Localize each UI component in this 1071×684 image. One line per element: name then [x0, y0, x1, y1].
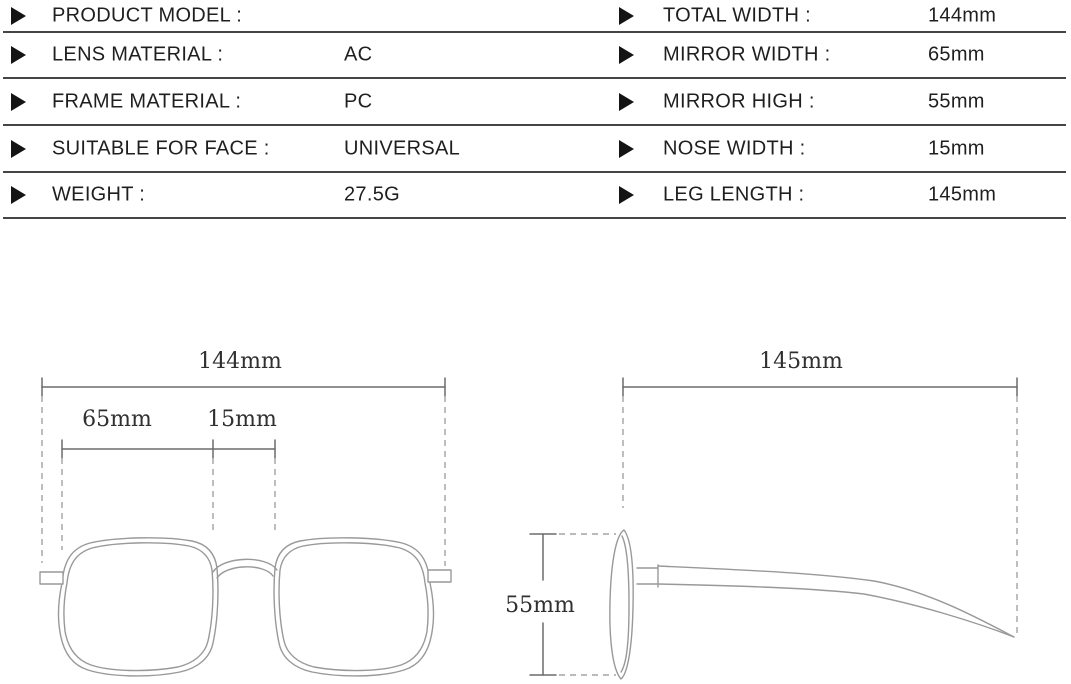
spec-value: 145mm — [928, 183, 997, 206]
spec-label: MIRROR WIDTH : — [663, 43, 831, 66]
bridge-upper-line — [213, 559, 277, 572]
side-dimension-lines — [530, 378, 1017, 675]
bullet-triangle-icon — [11, 186, 26, 204]
spec-row-weight — [3, 173, 1066, 219]
spec-label: MIRROR HIGH : — [663, 90, 815, 112]
spec-value: 65mm — [928, 43, 985, 66]
front-nose-width-label: 15mm — [207, 407, 277, 432]
front-total-width-label: 144mm — [198, 349, 282, 374]
spec-value: UNIVERSAL — [344, 137, 461, 159]
bridge-lower-line — [217, 567, 273, 578]
spec-value: PC — [344, 90, 373, 112]
glasses-side-outline — [610, 530, 1014, 679]
spec-row-product-model — [3, 0, 1066, 33]
side-leg-length-label: 145mm — [759, 349, 843, 374]
spec-table — [3, 0, 1066, 219]
bullet-triangle-icon — [619, 93, 634, 111]
spec-label: NOSE WIDTH : — [663, 137, 806, 159]
spec-row-suitable-face — [3, 126, 1066, 173]
bullet-triangle-icon — [11, 46, 26, 64]
spec-value: AC — [344, 43, 373, 66]
spec-value: 27.5G — [344, 183, 400, 206]
bullet-triangle-icon — [619, 7, 634, 25]
spec-label: LEG LENGTH : — [663, 183, 805, 206]
spec-label: FRAME MATERIAL : — [52, 90, 242, 112]
spec-label: SUITABLE FOR FACE : — [52, 137, 270, 159]
bullet-triangle-icon — [619, 46, 634, 64]
spec-value: 55mm — [928, 90, 985, 112]
bullet-triangle-icon — [619, 140, 634, 158]
bullet-triangle-icon — [11, 7, 26, 25]
front-view-drawing — [40, 349, 451, 676]
side-lens-height-label: 55mm — [505, 593, 575, 618]
spec-value: 144mm — [928, 4, 997, 26]
spec-row-lens-material — [3, 33, 1066, 79]
spec-label: TOTAL WIDTH : — [663, 4, 811, 26]
spec-label: PRODUCT MODEL : — [52, 4, 243, 26]
glasses-front-outline — [40, 538, 451, 676]
spec-row-frame-material — [3, 79, 1066, 126]
spec-label: LENS MATERIAL : — [52, 43, 224, 66]
right-temple-stub — [428, 570, 451, 582]
left-temple-stub — [40, 572, 63, 584]
spec-value: 15mm — [928, 137, 985, 159]
bullet-triangle-icon — [11, 140, 26, 158]
temple-arm-top — [658, 566, 1014, 637]
bullet-triangle-icon — [11, 93, 26, 111]
bullet-triangle-icon — [619, 186, 634, 204]
dimension-drawings — [0, 330, 1071, 684]
lens-profile-inner — [621, 536, 629, 672]
side-view-drawing — [505, 349, 1017, 679]
spec-label: WEIGHT : — [52, 183, 146, 206]
front-lens-width-label: 65mm — [82, 407, 152, 432]
